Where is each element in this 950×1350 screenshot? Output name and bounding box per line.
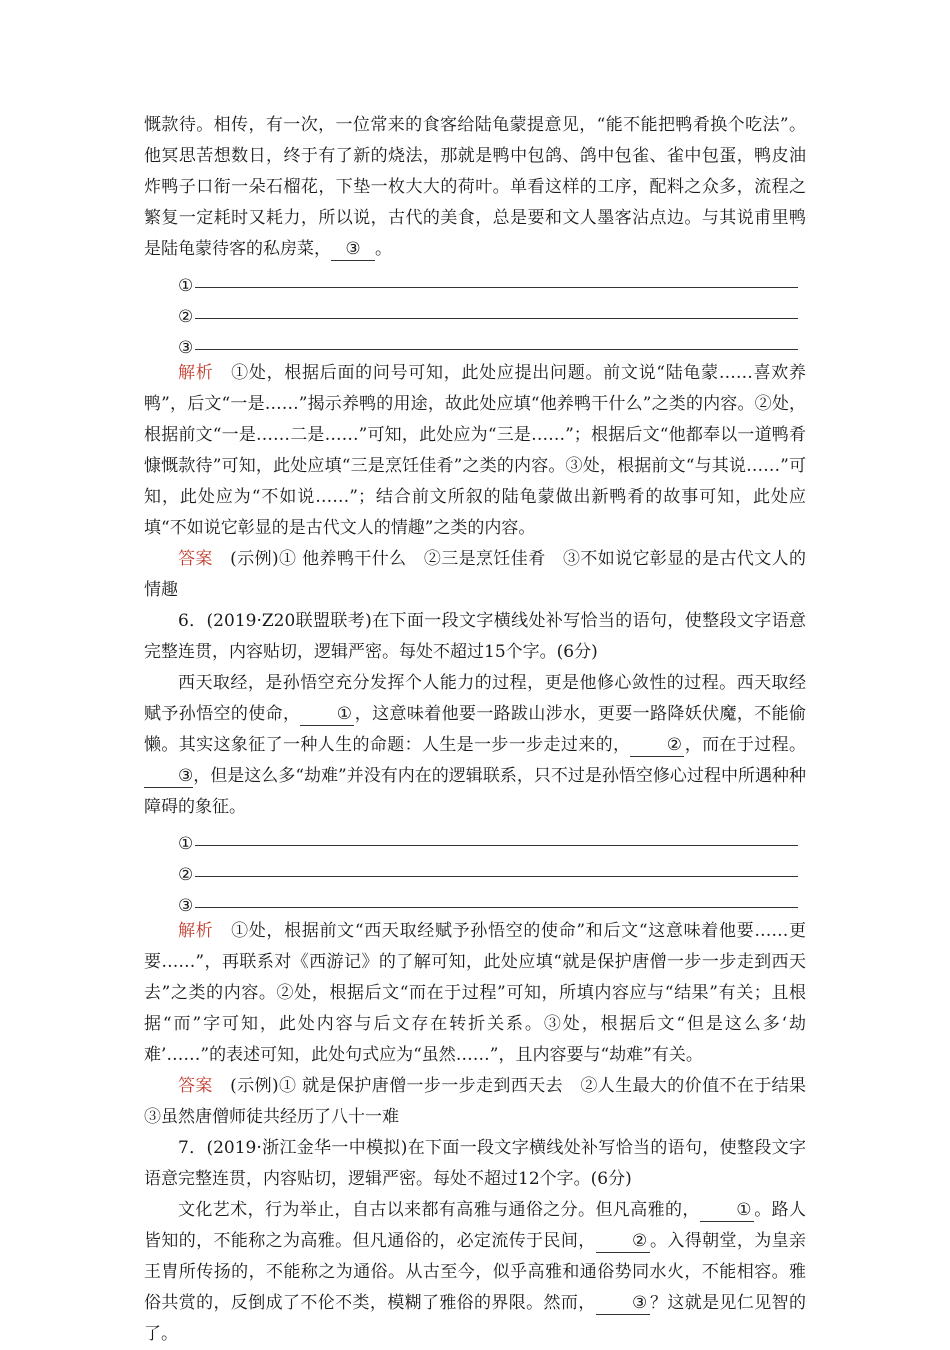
underline xyxy=(195,875,798,877)
underline xyxy=(195,348,798,350)
passage-text: ？这就是见仁见智的了。 xyxy=(144,1293,806,1344)
underline xyxy=(195,286,798,288)
passage-text: 。路人皆知的，不能称之为高雅。但凡通俗的，必定流传于民间， xyxy=(144,1200,807,1251)
passage-end: 。 xyxy=(375,239,392,259)
underline xyxy=(195,906,798,908)
analysis-label: 解析 xyxy=(178,363,214,383)
line-number: ① xyxy=(178,834,194,854)
line-number: ① xyxy=(178,276,194,296)
blank-1: ① xyxy=(700,1199,754,1222)
answer-paragraph xyxy=(144,1071,806,1133)
passage-text: ，但是这么多“劫难”并没有内在的逻辑联系，只不过是孙悟空修心过程中所遇种种障碍的象征。 xyxy=(144,766,806,817)
answer-line-3[interactable] xyxy=(144,327,806,358)
passage-text: 西天取经，是孙悟空充分发挥个人能力的过程，更是他修心敛性的过程。西天取经赋予孙悟空的使命， xyxy=(144,673,806,724)
blank-3: ③ xyxy=(596,1292,650,1315)
blank-3: ③ xyxy=(331,238,375,261)
answer-line-2[interactable] xyxy=(144,854,806,885)
blank-3: ③ xyxy=(144,765,193,788)
question-7-stem: 7．(2019·浙江金华一中模拟)在下面一段文字横线处补写恰当的语句，使整段文字语意完整连贯，内容贴切，逻辑严密。每处不超过12个字。(6分) xyxy=(144,1138,806,1189)
blank-2: ② xyxy=(596,1230,650,1253)
answer-paragraph xyxy=(144,544,806,606)
passage-text: ，而在于过程。 xyxy=(684,735,807,755)
analysis-paragraph xyxy=(144,916,806,1071)
line-number: ② xyxy=(178,307,194,327)
question-6-passage xyxy=(144,668,806,823)
answer-line-2[interactable] xyxy=(144,296,806,327)
passage-text: ，这意味着他要一路跋山涉水，更要一路降妖伏魔，不能偷懒。其实这象征了一种人生的命题：人生是一步一步走过来的， xyxy=(144,704,806,755)
answer-text: (示例)① 他养鸭干什么 ②三是烹饪佳肴 ③不如说它彰显的是古代文人的情趣 xyxy=(144,549,807,600)
analysis-text: ①处，根据前文“西天取经赋予孙悟空的使命”和后文“这意味着他要……更要……”，再联系对《西游记》的了解可知，此处应填“就是保护唐僧一步一步走到西天去”之类的内容。②处，根据后文“而在于过程”可知，所填内容应与“结果”有关；且根据“而”字可知，此处内容与后文存在转折关系。③处，根据后文“但是这么多‘劫难’……”的表述可知，此处句式应为“虽然……”，且内容要与“劫难”有关。 xyxy=(144,921,807,1065)
answer-line-3[interactable] xyxy=(144,885,806,916)
analysis-text: ①处，根据后面的问号可知，此处应提出问题。前文说“陆龟蒙……喜欢养鸭”，后文“一是……”揭示养鸭的用途，故此处应填“他养鸭干什么”之类的内容。②处，根据前文“一是……二是……”可知，此处应为“三是……”；根据后文“他都奉以一道鸭肴慷慨款待”可知，此处应填“三是烹饪佳肴”之类的内容。③处，根据前文“与其说……”可知，此处应为“不如说……”；结合前文所叙的陆龟蒙做出新鸭肴的故事可知，此处应填“不如说它彰显的是古代文人的情趣”之类的内容。 xyxy=(144,363,806,538)
answer-label: 答案 xyxy=(178,1076,213,1096)
underline xyxy=(195,844,798,846)
answer-text: (示例)① 就是保护唐僧一步一步走到西天去 ②人生最大的价值不在于结果③虽然唐僧师徒共经历了八十一难 xyxy=(144,1076,807,1127)
answer-line-1[interactable] xyxy=(144,265,806,296)
blank-2: ② xyxy=(630,734,684,757)
passage-text: 文化艺术，行为举止，自古以来都有高雅与通俗之分。但凡高雅的， xyxy=(178,1200,700,1220)
answer-line-1[interactable] xyxy=(144,823,806,854)
analysis-paragraph xyxy=(144,358,806,544)
line-number: ③ xyxy=(178,338,194,358)
blank-1: ① xyxy=(300,703,354,726)
passage-text: 。入得朝堂，为皇亲王胄所传扬的，不能称之为通俗。从古至今，似乎高雅和通俗势同水火，不能相容。雅俗共赏的，反倒成了不伦不类，模糊了雅俗的界限。然而， xyxy=(144,1231,806,1313)
question-6-stem: 6．(2019·Z20联盟联考)在下面一段文字横线处补写恰当的语句，使整段文字语意完整连贯，内容贴切，逻辑严密。每处不超过15个字。(6分) xyxy=(144,611,806,662)
line-number: ② xyxy=(178,865,194,885)
question-7-passage xyxy=(144,1195,806,1350)
document-page xyxy=(144,110,806,1350)
analysis-label: 解析 xyxy=(178,921,214,941)
underline xyxy=(195,317,798,319)
answer-label: 答案 xyxy=(178,549,213,569)
line-number: ③ xyxy=(178,896,194,916)
passage-text: 慨款待。相传，有一次，一位常来的食客给陆龟蒙提意见，“能不能把鸭肴换个吃法”。他冥思苦想数日，终于有了新的烧法，那就是鸭中包鸽、鸽中包雀、雀中包蛋，鸭皮油炸鸭子口衔一朵石榴花，下垫一枚大大的荷叶。单看这样的工序，配料之众多，流程之繁复一定耗时又耗力，所以说，古代的美食，总是要和文人墨客沾点边。与其说甫里鸭是陆龟蒙待客的私房菜， xyxy=(144,115,806,259)
passage-paragraph xyxy=(144,110,806,265)
